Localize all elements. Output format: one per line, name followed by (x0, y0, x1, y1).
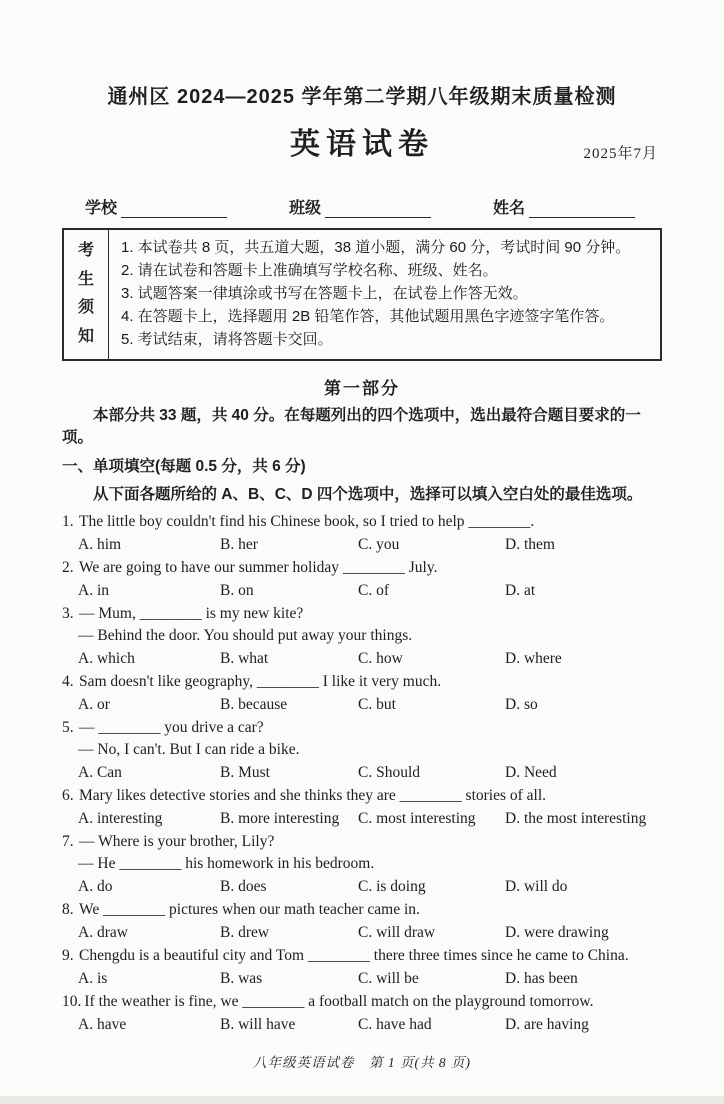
option-D: D. Need (505, 763, 557, 781)
question-number: 10. (62, 992, 82, 1010)
question-stem (62, 991, 666, 1013)
school-blank-line (121, 201, 227, 218)
option-D: D. them (505, 535, 555, 553)
question-text: If the weather is fine, we ________ a football match on the playground tomorrow. (84, 992, 594, 1010)
option-A: A. which (78, 649, 135, 667)
notice-item: 2. 请在试卷和答题卡上准确填写学校名称、班级、姓名。 (121, 261, 498, 279)
option-B: B. more interesting (220, 809, 340, 827)
scan-edge (0, 1096, 724, 1104)
examinee-notice-box (62, 228, 662, 361)
question-stem (62, 785, 666, 807)
question (62, 671, 666, 716)
options-row (62, 1013, 666, 1036)
question-number: 7. (62, 832, 74, 850)
section1-instruction: 从下面各题所给的 A、B、C、D 四个选项中，选择可以填入空白处的最佳选项。 (93, 486, 643, 504)
question-text: Chengdu is a beautiful city and Tom ________ there three times since he came to China. (79, 946, 629, 964)
option-A: A. interesting (78, 809, 163, 827)
question-stem (62, 899, 666, 921)
question-number: 3. (62, 604, 74, 622)
notice-item: 1. 本试卷共 8 页，共五道大题，38 道小题，满分 60 分，考试时间 90 分钟。 (121, 239, 631, 256)
question (62, 557, 666, 602)
notice-items (109, 230, 660, 359)
exam-page (0, 80, 724, 1104)
question-stem (62, 603, 666, 625)
option-B: B. on (220, 581, 254, 599)
options-row (62, 647, 666, 670)
question-text: We ________ pictures when our math teacher came in. (79, 900, 420, 918)
question-stem (62, 945, 666, 967)
class-blank-line (325, 201, 431, 218)
part1-heading: 第一部分 (324, 378, 400, 398)
question (62, 603, 666, 670)
question-number: 9. (62, 946, 74, 964)
option-A: A. in (78, 581, 109, 599)
name-label: 姓名 (493, 200, 526, 217)
option-C: C. but (358, 695, 396, 713)
question (62, 945, 666, 990)
question-text: We are going to have our summer holiday ________ July. (79, 558, 438, 576)
option-A: A. have (78, 1015, 127, 1033)
notice-item: 4. 在答题卡上，选择题用 2B 铅笔作答，其他试题用黑色字迹签字笔作答。 (121, 307, 615, 325)
question-stem (62, 557, 666, 579)
name-blank-line (529, 201, 635, 218)
option-A: A. do (78, 877, 113, 895)
question-stem (62, 717, 666, 739)
options-row (62, 579, 666, 602)
option-A: A. is (78, 969, 108, 987)
name-field (493, 195, 635, 218)
part1-intro: 本部分共 33 题，共 40 分。在每题列出的四个选项中，选出最符合题目要求的一项。 (62, 406, 641, 447)
option-C: C. Should (358, 763, 421, 781)
option-A: A. or (78, 695, 110, 713)
option-B: B. Must (220, 763, 270, 781)
exam-date: 2025年7月 (583, 146, 658, 162)
option-D: D. has been (505, 969, 578, 987)
class-label: 班级 (289, 200, 322, 217)
question-text: Sam doesn't like geography, ________ I like it very much. (79, 672, 442, 690)
school-label: 学校 (85, 200, 118, 217)
option-C: C. have had (358, 1015, 432, 1033)
option-B: B. was (220, 969, 263, 987)
question-text: — Where is your brother, Lily? (79, 832, 275, 850)
question-stem-continuation: — He ________ his homework in his bedroom. (78, 854, 375, 872)
notice-item: 5. 考试结束，请将答题卡交回。 (121, 330, 333, 348)
option-D: D. so (505, 695, 538, 713)
option-D: D. where (505, 649, 562, 667)
notice-side-label: 考生须知 (64, 230, 109, 359)
option-C: C. will be (358, 969, 419, 987)
question-text: — ________ you drive a car? (79, 718, 264, 736)
option-D: D. will do (505, 877, 568, 895)
option-B: B. because (220, 695, 288, 713)
section1-title: 一、单项填空(每题 0.5 分，共 6 分) (62, 457, 306, 475)
option-D: D. the most interesting (505, 809, 647, 827)
options-row (62, 761, 666, 784)
question-number: 1. (62, 512, 74, 530)
question-number: 2. (62, 558, 74, 576)
exam-title: 通州区 2024—2025 学年第二学期八年级期末质量检测 (107, 86, 617, 108)
option-B: B. drew (220, 923, 270, 941)
question-number: 5. (62, 718, 74, 736)
question-text: Mary likes detective stories and she thinks they are ________ stories of all. (79, 786, 547, 804)
options-row (62, 693, 666, 716)
options-row (62, 921, 666, 944)
option-C: C. of (358, 581, 389, 599)
options-row (62, 533, 666, 556)
option-B: B. what (220, 649, 269, 667)
question (62, 899, 666, 944)
question (62, 831, 666, 898)
question-number: 6. (62, 786, 74, 804)
page-footer: 八年级英语试卷 第 1 页(共 8 页) (253, 1054, 471, 1070)
option-D: D. were drawing (505, 923, 609, 941)
student-fields (85, 195, 662, 218)
question (62, 991, 666, 1036)
questions-list (62, 511, 666, 1036)
option-B: B. her (220, 535, 258, 553)
class-field (289, 195, 431, 218)
question-text: The little boy couldn't find his Chinese book, so I tried to help ________. (79, 512, 535, 530)
school-field (85, 195, 227, 218)
option-C: C. how (358, 649, 403, 667)
option-B: B. does (220, 877, 267, 895)
question-stem (62, 671, 666, 693)
option-C: C. you (358, 535, 400, 553)
option-C: C. most interesting (358, 809, 476, 827)
options-row (62, 967, 666, 990)
option-D: D. are having (505, 1015, 589, 1033)
notice-item: 3. 试题答案一律填涂或书写在答题卡上，在试卷上作答无效。 (121, 284, 528, 302)
question-stem-continuation: — Behind the door. You should put away your things. (78, 626, 413, 644)
question (62, 717, 666, 784)
option-D: D. at (505, 581, 536, 599)
subject-title: 英语试卷 (290, 128, 434, 161)
question-text: — Mum, ________ is my new kite? (79, 604, 304, 622)
option-A: A. draw (78, 923, 128, 941)
option-C: C. is doing (358, 877, 426, 895)
options-row (62, 875, 666, 898)
question (62, 785, 666, 830)
question (62, 511, 666, 556)
question-stem (62, 511, 666, 533)
question-number: 8. (62, 900, 74, 918)
option-A: A. Can (78, 763, 122, 781)
question-stem (62, 831, 666, 853)
question-number: 4. (62, 672, 74, 690)
option-C: C. will draw (358, 923, 436, 941)
options-row (62, 807, 666, 830)
option-A: A. him (78, 535, 122, 553)
option-B: B. will have (220, 1015, 296, 1033)
subject-title-row (0, 123, 724, 167)
question-stem-continuation: — No, I can't. But I can ride a bike. (78, 740, 300, 758)
